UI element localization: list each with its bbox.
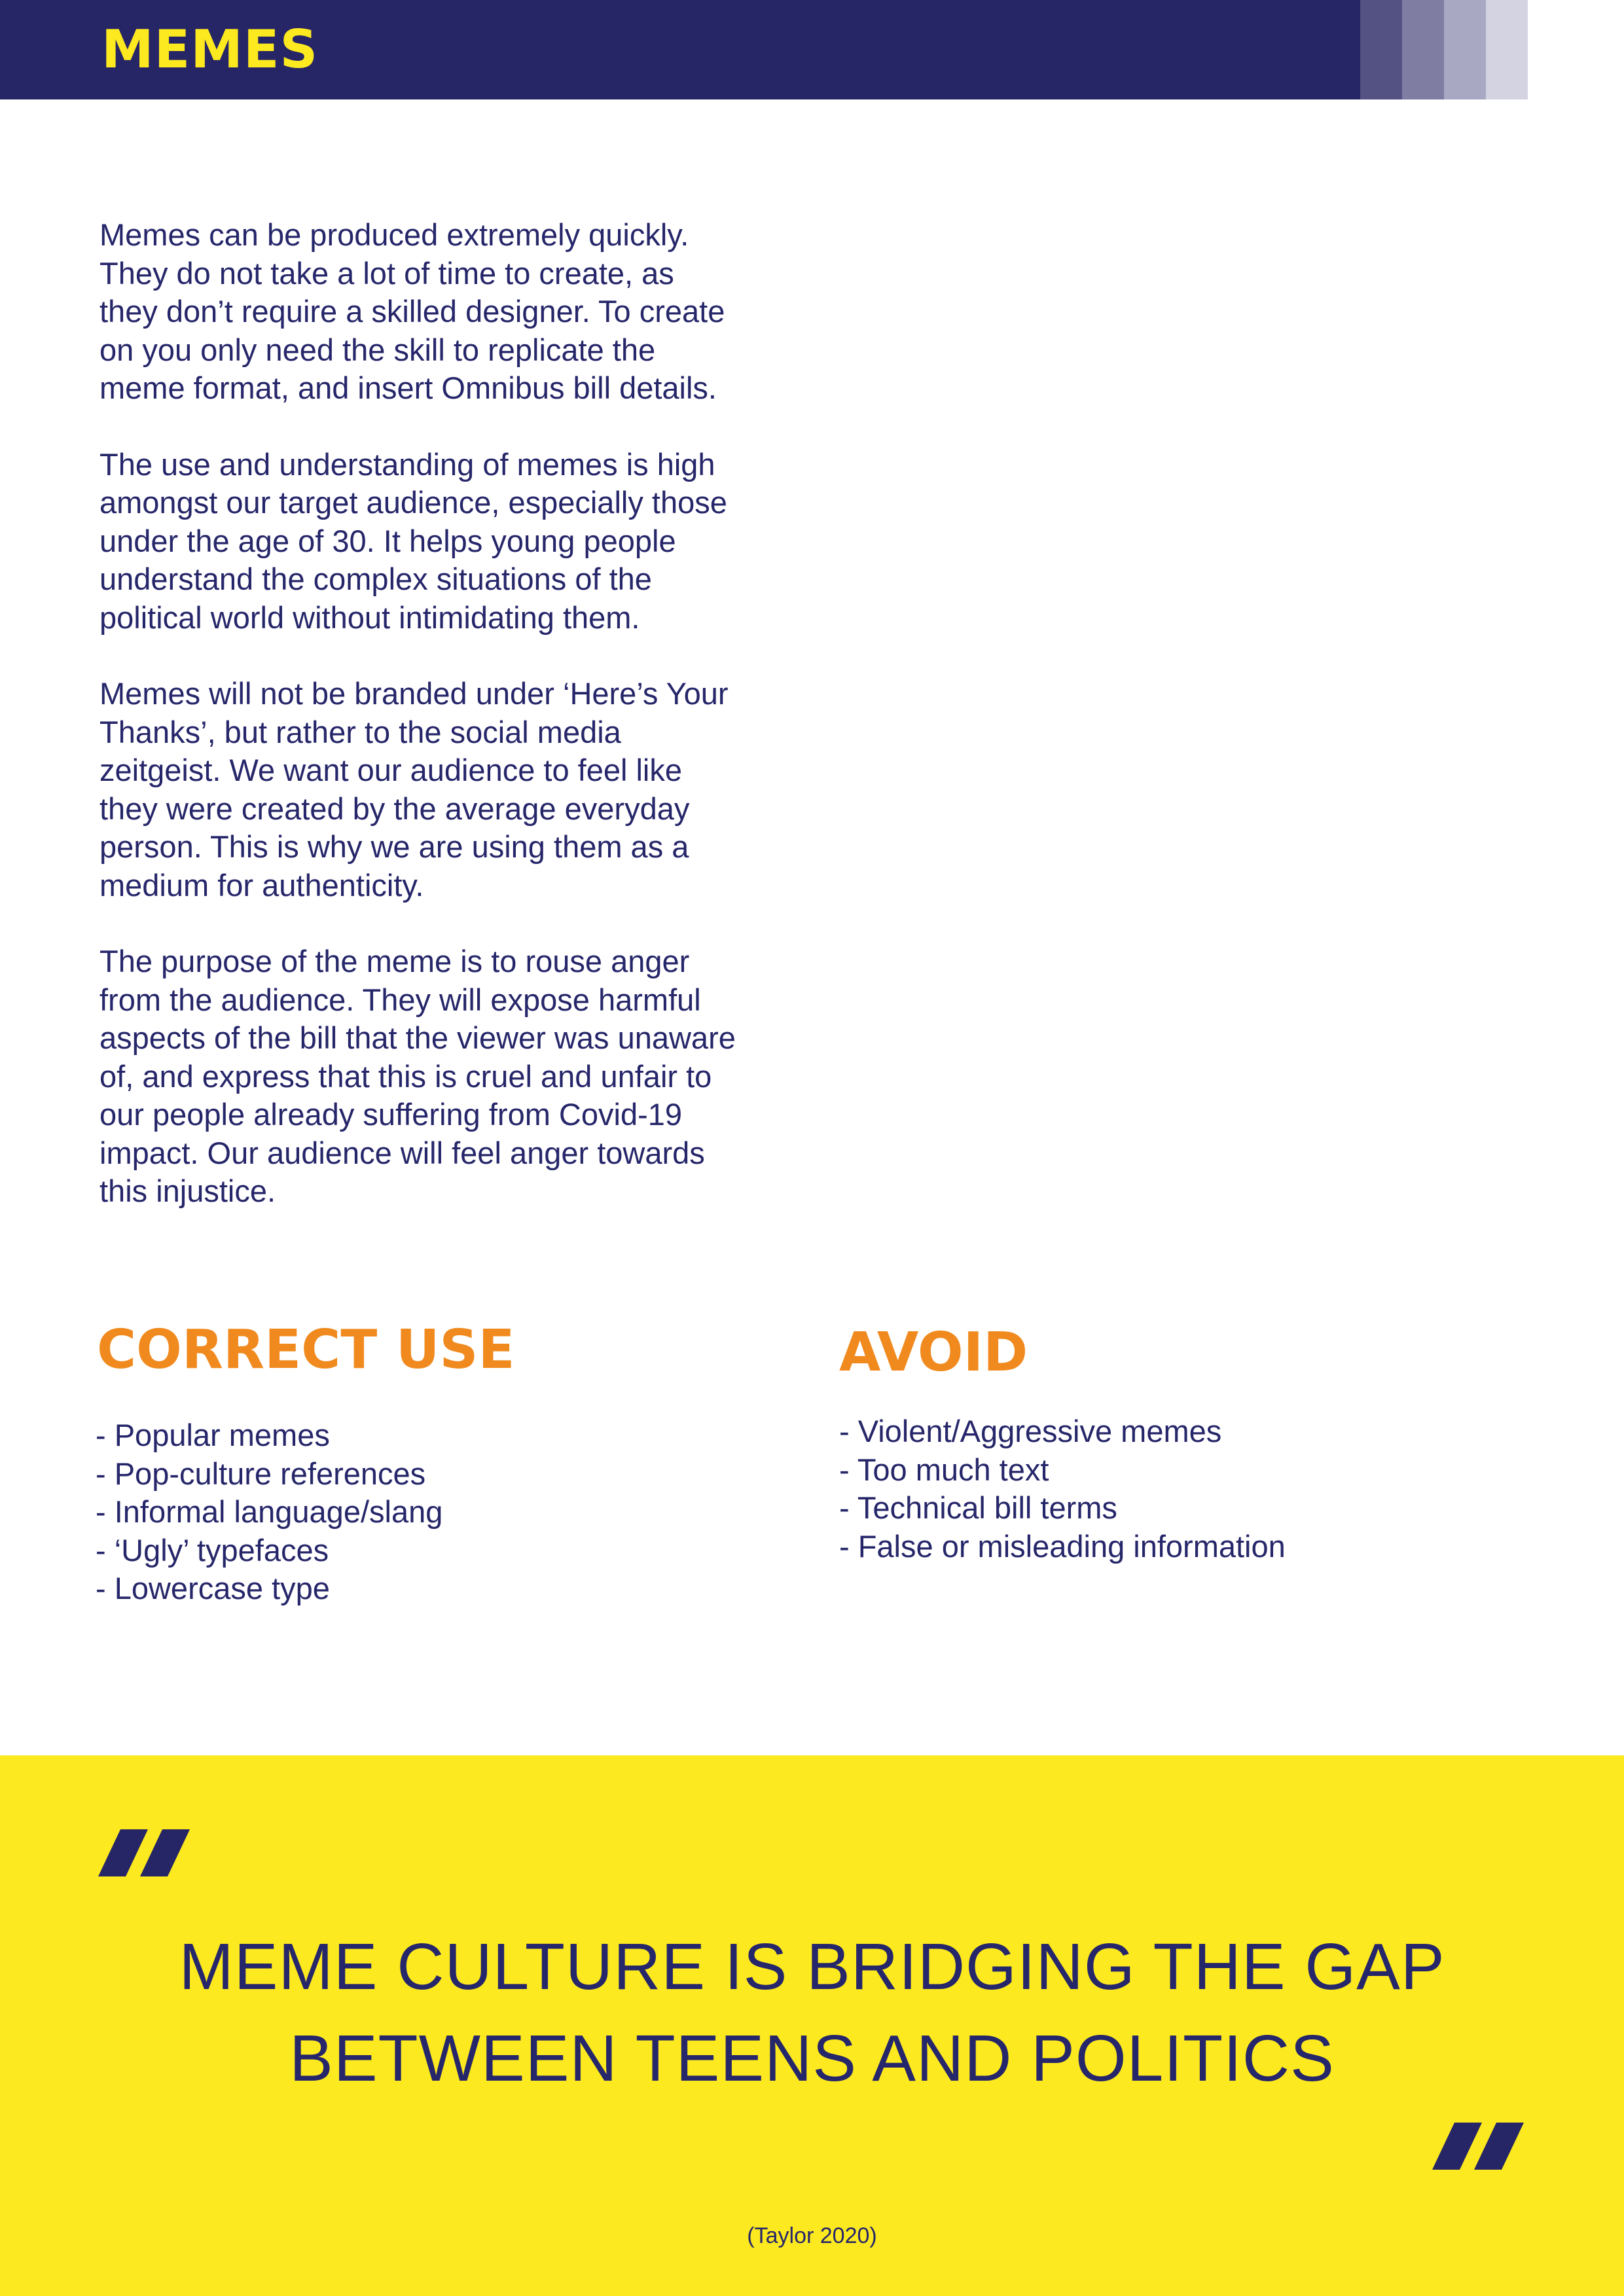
header-stripe	[1486, 0, 1528, 99]
quote-citation: (Taylor 2020)	[747, 2223, 877, 2248]
list-item: - Violent/Aggressive memes	[839, 1414, 1222, 1448]
list-item: - Too much text	[839, 1452, 1049, 1487]
header-stripe	[1444, 0, 1486, 99]
open-quote-icon	[98, 1829, 190, 1876]
list-item: - Technical bill terms	[839, 1490, 1117, 1525]
list-item: - Pop-culture references	[96, 1456, 426, 1491]
paragraph: The use and understanding of memes is high amongst our target audience, especially those under the age of 30. It helps young people understand the complex situations of the political world without intimidating them.	[99, 446, 727, 635]
avoid-list	[839, 1412, 1286, 1566]
list-item: - ‘Ugly’ typefaces	[96, 1532, 329, 1568]
avoid-heading: AVOID	[839, 1321, 1028, 1384]
list-item: - Popular memes	[96, 1418, 330, 1452]
paragraph: Memes will not be branded under ‘Here’s Your Thanks’, but rather to the social media zeitgeist. We want our audience to feel like they were created by the average everyday person. This is why we are using them as a medium for authenticity.	[99, 676, 729, 903]
pull-quote-line: MEME CULTURE IS BRIDGING THE GAP	[179, 1930, 1445, 2003]
paragraph: Memes can be produced extremely quickly. They do not take a lot of time to create, as they don’t require a skilled designer. To create on you only need the skill to replicate the meme format, and insert Omnibus bill details.	[99, 217, 725, 405]
header-stripe	[1402, 0, 1444, 99]
list-item: - False or misleading information	[839, 1528, 1286, 1564]
page-title: MEMES	[101, 19, 319, 80]
pull-quote	[0, 1921, 1624, 2104]
list-item: - Lowercase type	[96, 1571, 330, 1605]
correct-use-heading: CORRECT USE	[97, 1319, 515, 1381]
paragraph: The purpose of the meme is to rouse anger from the audience. They will expose harmful aspects of the bill that the viewer was unaware of, and express that this is cruel and unfair to our people already suffering from Covid-19 impact. Our audience will feel anger towards this injustice.	[99, 944, 736, 1208]
pull-quote-line: BETWEEN TEENS AND POLITICS	[289, 2022, 1335, 2095]
correct-use-list	[96, 1416, 442, 1608]
body-text	[99, 216, 793, 1249]
close-quote-icon	[1432, 2123, 1524, 2170]
header-stripe	[1360, 0, 1402, 99]
list-item: - Informal language/slang	[96, 1494, 443, 1529]
